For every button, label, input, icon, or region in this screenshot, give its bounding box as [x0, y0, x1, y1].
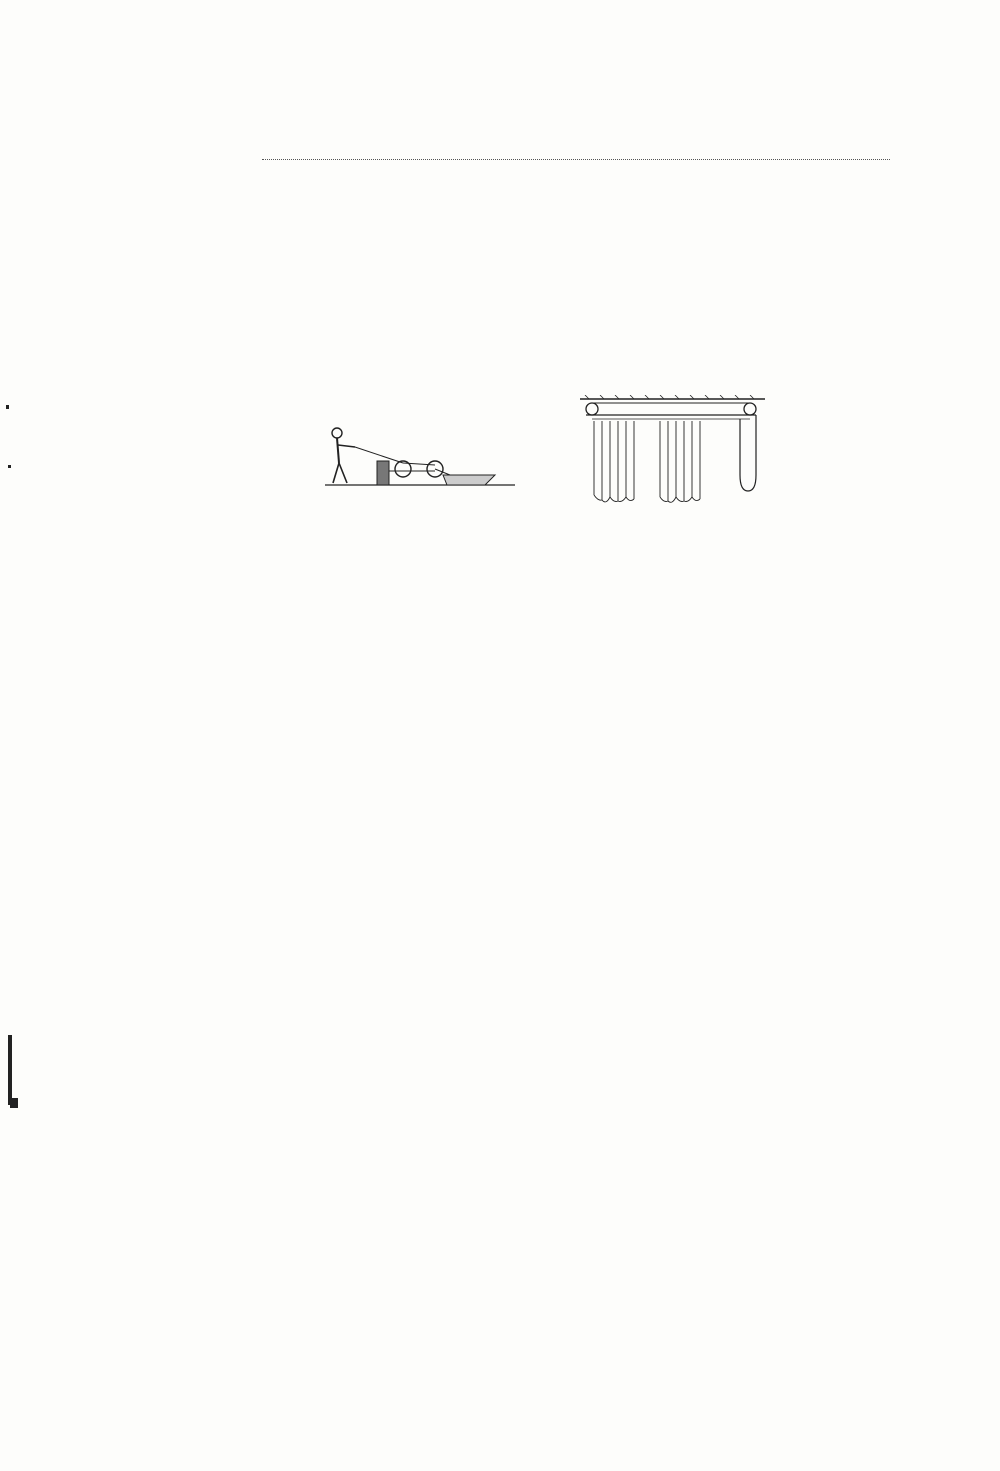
after-figure-line [188, 540, 888, 562]
figure-row [300, 393, 780, 553]
scan-mark [8, 465, 11, 468]
scan-mark [8, 1035, 12, 1105]
watermark-logo [838, 1390, 988, 1465]
figure-11-7 [325, 425, 525, 515]
figure-11-8 [580, 395, 765, 515]
header-rule [262, 159, 890, 160]
scan-mark [10, 1098, 18, 1108]
scan-mark [6, 405, 9, 409]
page-header [148, 146, 890, 176]
